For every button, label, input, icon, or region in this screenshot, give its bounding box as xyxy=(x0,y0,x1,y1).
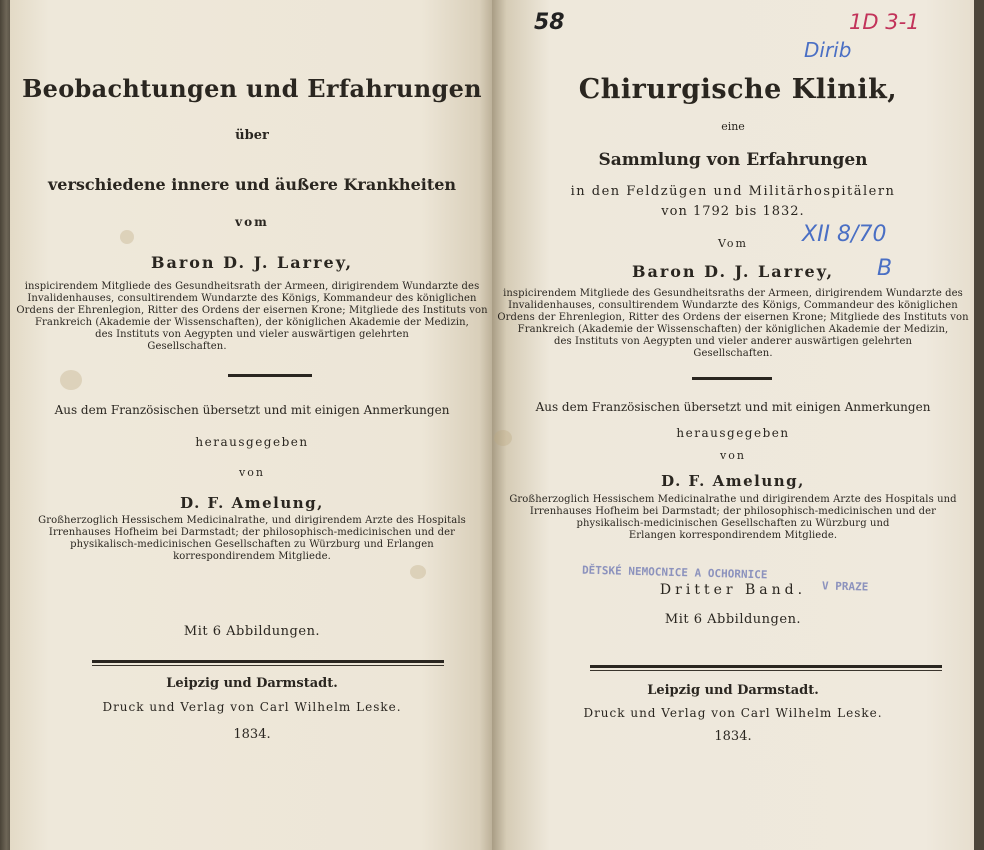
right-thin-rule xyxy=(590,670,942,671)
left-translator-title-line: Irrenhauses Hofheim bei Darmstadt; der philosophisch-medicinischen und der xyxy=(48,527,456,538)
left-place: Leipzig und Darmstadt. xyxy=(166,676,338,691)
left-thin-rule xyxy=(92,665,444,666)
left-herausgegeben: herausgegeben xyxy=(195,435,309,449)
left-year: 1834. xyxy=(233,727,271,742)
left-subject: verschiedene innere und äußere Krankheiten xyxy=(47,175,457,194)
blue-letter-mark: B xyxy=(877,256,893,281)
left-thick-rule xyxy=(92,660,444,663)
left-author-title-line: inspicirendem Mitgliede des Gesundheitsrath der Armeen, dirigirendem Wundarzte des xyxy=(24,281,480,292)
right-volume: Dritter Band. xyxy=(659,582,807,598)
left-ueber: über xyxy=(235,128,269,143)
paper-stain xyxy=(60,370,82,390)
right-author-title-line: Ordens der Ehrenlegion, Ritter des Ordens der eisernen Krone; Mitgliede des Instituts von xyxy=(497,312,969,323)
right-eine: eine xyxy=(721,120,745,133)
right-short-rule xyxy=(692,377,772,380)
left-illustrations: Mit 6 Abbildungen. xyxy=(183,624,321,639)
right-place: Leipzig und Darmstadt. xyxy=(647,683,819,698)
paper-stain xyxy=(410,565,426,579)
left-title: Beobachtungen und Erfahrungen xyxy=(22,74,482,103)
left-author-title-line: Ordens der Ehrenlegion, Ritter des Ordens der eisernen Krone; Mitgliede des Instituts von xyxy=(16,305,488,316)
right-author-title-line: Invalidenhauses, consultirendem Wundarzte des Königs, Commandeur des königlichen xyxy=(508,300,958,311)
left-publisher: Druck und Verlag von Carl Wilhelm Leske. xyxy=(102,700,402,714)
library-stamp-line2: V PRAZE xyxy=(821,579,869,594)
left-translated: Aus dem Französischen übersetzt und mit einigen Anmerkungen xyxy=(54,403,450,417)
right-publisher: Druck und Verlag von Carl Wilhelm Leske. xyxy=(583,706,883,720)
right-author-title-line: Frankreich (Akademie der Wissenschaften) der königlichen Akademie der Medizin, xyxy=(517,324,949,335)
right-author-title-line: Gesellschaften. xyxy=(693,348,773,359)
left-author-title-line: des Instituts von Aegypten und vieler auswärtigen gelehrten xyxy=(95,329,409,340)
right-herausgegeben: herausgegeben xyxy=(676,426,790,440)
right-page xyxy=(492,0,974,850)
left-von: von xyxy=(239,466,265,479)
left-short-rule xyxy=(228,374,312,377)
right-translator-title-line: Großherzoglich Hessischem Medicinalrathe und dirigirendem Arzte des Hospitals und xyxy=(509,494,957,505)
right-year: 1834. xyxy=(714,729,752,744)
left-translator-title-line: Großherzoglich Hessischem Medicinalrathe, und dirigirendem Arzte des Hospitals xyxy=(38,515,466,526)
left-page xyxy=(10,0,494,850)
left-translator-title-line: korrespondirendem Mitgliede. xyxy=(173,551,331,562)
blue-shelf-mark: XII 8/70 xyxy=(802,222,887,247)
left-vom: vom xyxy=(235,215,269,229)
library-stamp-line1: DĚTSKÉ NEMOCNICE A OCHORNICE xyxy=(581,563,768,582)
right-translator: D. F. Amelung, xyxy=(661,472,805,490)
right-years: von 1792 bis 1832. xyxy=(661,204,805,219)
right-thick-rule xyxy=(590,665,942,668)
left-translator-title-line: physikalisch-medicinischen Gesellschaften zu Würzburg und Erlangen xyxy=(70,539,434,550)
blue-signature: Dirib xyxy=(804,38,852,62)
right-campaigns: in den Feldzügen und Militärhospitälern xyxy=(570,184,896,199)
left-author-title-line: Gesellschaften. xyxy=(147,341,227,352)
left-author: Baron D. J. Larrey, xyxy=(150,253,354,272)
handwritten-number: 58 xyxy=(534,10,565,35)
red-pencil-mark: 1D 3-1 xyxy=(849,10,920,34)
right-author-title-line: inspicirendem Mitgliede des Gesundheitsraths der Armeen, dirigirendem Wundarzte des xyxy=(503,288,963,299)
paper-stain xyxy=(120,230,134,244)
right-translator-title-line: Erlangen korrespondirendem Mitgliede. xyxy=(628,530,838,541)
right-dark-edge xyxy=(974,0,984,850)
right-vom: Vom xyxy=(718,237,748,250)
left-author-title-line: Frankreich (Akademie der Wissenschaften), der königlichen Akademie der Medizin, xyxy=(35,317,469,328)
left-author-title-line: Invalidenhauses, consultirendem Wundarzte des Königs, Kommandeur des königlichen xyxy=(27,293,477,304)
right-translator-title-line: Irrenhauses Hofheim bei Darmstadt; der philosophisch-medicinischen und der xyxy=(529,506,937,517)
right-von: von xyxy=(720,449,746,462)
left-translator: D. F. Amelung, xyxy=(180,494,324,512)
right-collection: Sammlung von Erfahrungen xyxy=(598,150,868,170)
right-author: Baron D. J. Larrey, xyxy=(631,262,835,281)
right-translator-title-line: physikalisch-medicinischen Gesellschaften zu Würzburg und xyxy=(576,518,890,529)
right-translated: Aus dem Französischen übersetzt und mit einigen Anmerkungen xyxy=(535,400,931,414)
right-illustrations: Mit 6 Abbildungen. xyxy=(664,612,802,627)
right-title: Chirurgische Klinik, xyxy=(578,74,898,105)
right-author-title-line: des Instituts von Aegypten und vieler anderer auswärtigen gelehrten xyxy=(554,336,912,347)
